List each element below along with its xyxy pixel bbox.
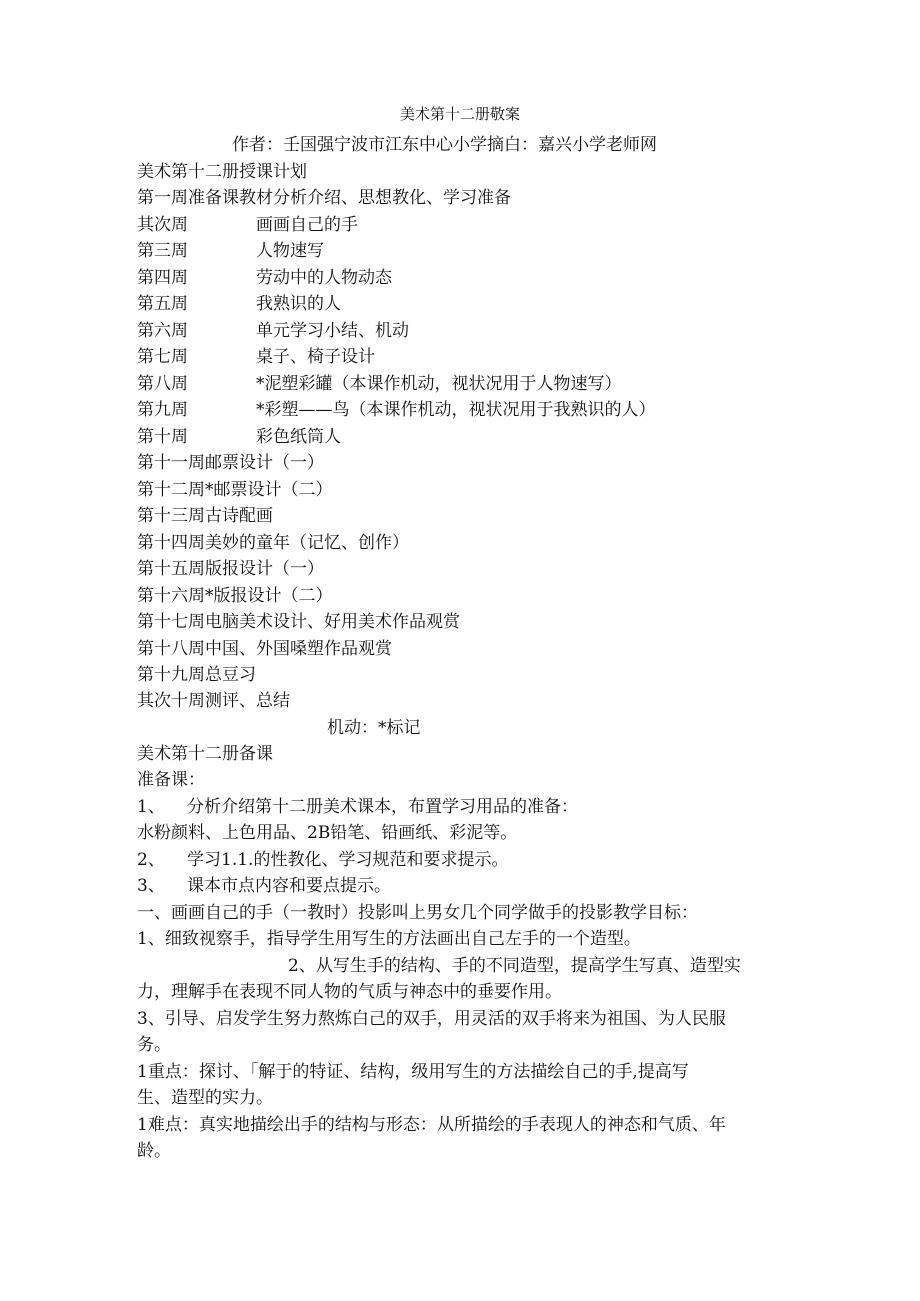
lesson-heading: 一、画画自己的手（一教时）投影叫上男女几个同学做手的投影教学目标： — [137, 903, 698, 923]
week-label: 第八周 — [137, 374, 188, 394]
week-topic: 桌子、椅子设计 — [256, 347, 375, 367]
document-title: 美术第十二册敬案 — [399, 105, 520, 123]
week-row: 第十七周电脑美术设计、好用美术作品观赏 — [137, 612, 460, 632]
plan-heading: 美术第十二册授课计划 — [137, 162, 307, 182]
item-number: 1、 — [137, 797, 165, 817]
week-row — [137, 426, 341, 448]
key-point: 生、造型的实力。 — [137, 1088, 273, 1108]
prep-item — [137, 849, 508, 871]
week-row: 其次十周测评、总结 — [137, 691, 290, 711]
week-row — [137, 293, 341, 315]
item-number: 2、 — [137, 850, 165, 870]
week-label: 第三周 — [137, 241, 188, 261]
legend-note: 机动：*标记 — [327, 718, 421, 738]
week-row: 第十六周*版报设计（二） — [137, 586, 333, 606]
item-text: 学习1.1.的性教化、学习规范和要求提示。 — [187, 850, 509, 870]
goal-line: 务。 — [137, 1035, 171, 1055]
difficulty-point: 龄。 — [137, 1141, 171, 1161]
author-line: 作者：壬国强宁波市江东中心小学摘白：嘉兴小学老师网 — [232, 135, 657, 155]
goal-line: 1、细致视察手，指导学生用写生的方法画出自己左手的一个造型。 — [137, 929, 641, 949]
week-row — [137, 346, 375, 368]
week-row: 第十八周中国、外国嗓塑作品观赏 — [137, 639, 392, 659]
item-text: 分析介绍第十二册美术课本，布置学习用品的准备： — [187, 797, 578, 817]
prep-item: 水粉颜料、上色用品、2B铅笔、铅画纸、彩泥等。 — [137, 823, 518, 843]
week-label: 其次周 — [137, 215, 188, 235]
week-row: 第十四周美妙的童年（记忆、创作） — [137, 533, 409, 553]
week-row: 第十三周古诗配画 — [137, 506, 273, 526]
week-label: 第四周 — [137, 268, 188, 288]
week-topic: *泥塑彩罐（本课作机动，视状况用于人物速写） — [256, 374, 622, 394]
goal-line: 2、从写生手的结构、手的不同造型，提高学生写真、造型实 — [288, 956, 741, 976]
week-topic: 彩色纸筒人 — [256, 427, 341, 447]
goal-line: 力，理解手在表现不同人物的气质与神态中的垂要作用。 — [137, 982, 562, 1002]
week-topic: *彩塑——鸟（本课作机动，视状况用于我熟识的人） — [256, 400, 656, 420]
week-topic: 人物速写 — [256, 241, 324, 261]
week-row: 第十二周*邮票设计（二） — [137, 480, 333, 500]
week-row: 第十一周邮票设计（一） — [137, 453, 324, 473]
prep-heading: 美术第十二册备课 — [137, 744, 273, 764]
week-row: 第十九周总豆习 — [137, 665, 256, 685]
week-label: 第七周 — [137, 347, 188, 367]
week-row — [137, 240, 324, 262]
prep-item — [137, 796, 578, 818]
week-row — [137, 214, 358, 236]
prep-item — [137, 875, 391, 897]
week-topic: 我熟识的人 — [256, 294, 341, 314]
week-row — [137, 320, 409, 342]
week-topic: 单元学习小结、机动 — [256, 321, 409, 341]
week-row — [137, 267, 392, 289]
difficulty-point: 1难点：真实地描绘出手的结构与形态：从所描绘的手表现人的神态和气质、年 — [137, 1115, 726, 1135]
week-topic: 劳动中的人物动态 — [256, 268, 392, 288]
week-row: 第一周准备课教材分析介绍、思想教化、学习准备 — [137, 188, 511, 208]
week-label: 第六周 — [137, 321, 188, 341]
week-topic: 画画自己的手 — [256, 215, 358, 235]
key-point: 1重点：探讨、「解于的特证、结构，级用写生的方法描绘自己的手,提高写 — [137, 1062, 689, 1082]
item-number: 3、 — [137, 876, 165, 896]
week-label: 第九周 — [137, 400, 188, 420]
goal-line: 3、引导、启发学生努力熬炼白己的双手，用灵活的双手将来为祖国、为人民服 — [137, 1009, 726, 1029]
week-label: 第十周 — [137, 427, 188, 447]
week-row — [137, 373, 622, 395]
week-label: 第五周 — [137, 294, 188, 314]
week-row — [137, 399, 656, 421]
week-row: 第十五周版报设计（一） — [137, 559, 324, 579]
prep-label: 准备课： — [137, 770, 205, 790]
item-text: 课本市点内容和要点提示。 — [187, 876, 391, 896]
